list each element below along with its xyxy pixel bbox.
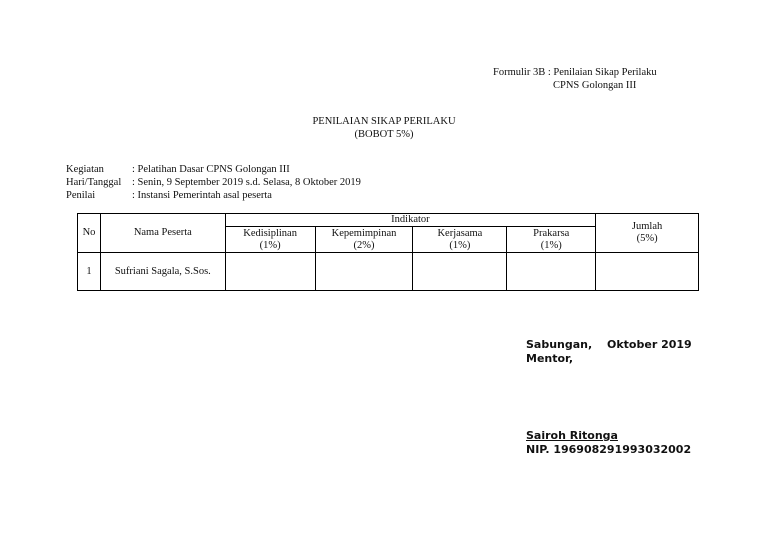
signature-date: Oktober 2019 — [607, 338, 692, 351]
cell-prakarsa[interactable] — [507, 253, 596, 291]
info-row-tanggal — [66, 176, 361, 189]
info-row-penilai — [66, 189, 361, 202]
table-row — [78, 253, 699, 291]
info-block — [66, 163, 361, 202]
signature-block — [526, 338, 692, 457]
header-no: No — [78, 214, 101, 253]
info-key: Kegiatan — [66, 164, 104, 175]
signature-name: Sairoh Ritonga — [526, 429, 618, 442]
title-main: PENILAIAN SIKAP PERILAKU — [312, 116, 456, 127]
formulir-header — [493, 66, 683, 92]
info-key: Hari/Tanggal — [66, 177, 122, 188]
indicator-weight: (1%) — [540, 239, 562, 251]
indicator-name: Kedisiplinan — [243, 227, 297, 239]
table-header-row — [78, 214, 699, 227]
cell-jumlah[interactable] — [596, 253, 699, 291]
signature-city: Sabungan, — [526, 338, 593, 351]
cell-nama: Sufriani Sagala, S.Sos. — [100, 253, 225, 291]
cell-kedisiplinan[interactable] — [225, 253, 315, 291]
header-jumlah — [596, 214, 699, 253]
info-key: Penilai — [66, 190, 96, 201]
signature-date-row — [526, 338, 692, 352]
info-row-kegiatan — [66, 163, 361, 176]
indicator-weight: (2%) — [353, 239, 375, 251]
assessment-table — [77, 213, 699, 291]
info-value: : Pelatihan Dasar CPNS Golongan III — [132, 164, 290, 175]
header-indikator: Indikator — [225, 214, 595, 227]
indicator-name: Kepemimpinan — [331, 227, 397, 239]
signature-role: Mentor, — [526, 352, 574, 365]
cell-no: 1 — [78, 253, 101, 291]
indicator-name: Prakarsa — [533, 227, 570, 239]
page-title — [284, 115, 484, 141]
formulir-subtitle: CPNS Golongan III — [553, 80, 637, 91]
header-kerjasama — [413, 227, 507, 253]
indicator-weight: (1%) — [449, 239, 471, 251]
signature-nip: NIP. 196908291993032002 — [526, 443, 692, 456]
info-value: : Senin, 9 September 2019 s.d. Selasa, 8 Oktober 2019 — [132, 177, 361, 188]
cell-kepemimpinan[interactable] — [315, 253, 413, 291]
formulir-label: Formulir 3B : Penilaian Sikap Perilaku — [493, 67, 657, 78]
header-kepemimpinan — [315, 227, 413, 253]
header-prakarsa — [507, 227, 596, 253]
indicator-name: Kerjasama — [437, 227, 483, 239]
header-kedisiplinan — [225, 227, 315, 253]
header-jumlah-label: Jumlah — [631, 221, 663, 232]
cell-kerjasama[interactable] — [413, 253, 507, 291]
indicator-weight: (1%) — [259, 239, 281, 251]
title-weight: (BOBOT 5%) — [354, 129, 414, 140]
signature-space — [526, 366, 692, 429]
header-nama-peserta: Nama Peserta — [100, 214, 225, 253]
info-value: : Instansi Pemerintah asal peserta — [132, 190, 272, 201]
header-jumlah-weight: (5%) — [636, 233, 658, 244]
